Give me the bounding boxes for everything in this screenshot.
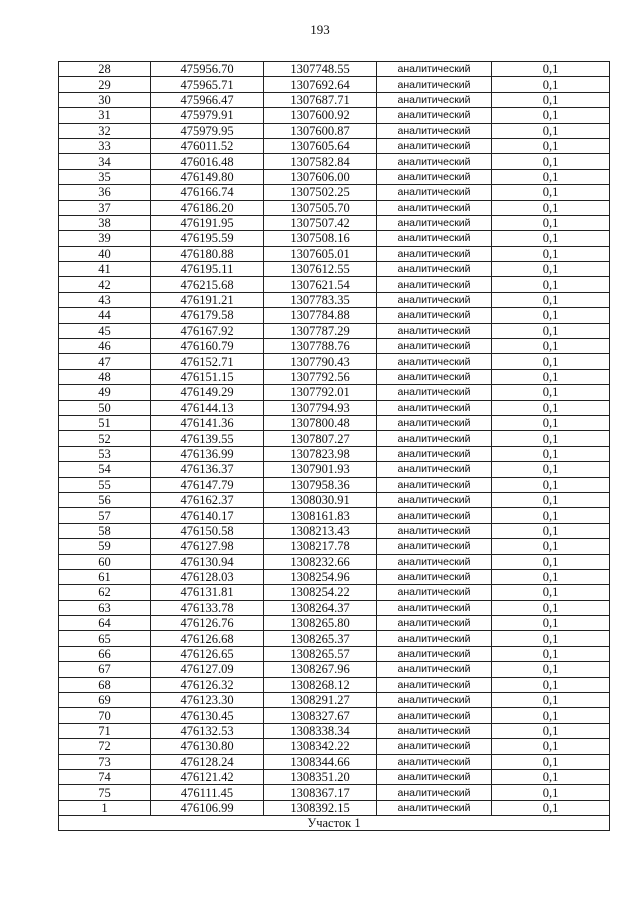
accuracy-cell: 0,1 bbox=[492, 138, 610, 153]
y-coordinate-cell: 1308161.83 bbox=[264, 508, 377, 523]
accuracy-cell: 0,1 bbox=[492, 754, 610, 769]
point-number-cell: 63 bbox=[59, 600, 151, 615]
y-coordinate-cell: 1308351.20 bbox=[264, 769, 377, 784]
point-number-cell: 70 bbox=[59, 708, 151, 723]
accuracy-cell: 0,1 bbox=[492, 539, 610, 554]
point-number-cell: 59 bbox=[59, 539, 151, 554]
x-coordinate-cell: 476139.55 bbox=[151, 431, 264, 446]
table-row bbox=[59, 693, 610, 708]
point-number-cell: 58 bbox=[59, 523, 151, 538]
table-row bbox=[59, 754, 610, 769]
x-coordinate-cell: 476150.58 bbox=[151, 523, 264, 538]
x-coordinate-cell: 476128.03 bbox=[151, 569, 264, 584]
accuracy-cell: 0,1 bbox=[492, 400, 610, 415]
table-row bbox=[59, 446, 610, 461]
accuracy-cell: 0,1 bbox=[492, 77, 610, 92]
accuracy-cell: 0,1 bbox=[492, 492, 610, 507]
y-coordinate-cell: 1307783.35 bbox=[264, 292, 377, 307]
table-row bbox=[59, 431, 610, 446]
y-coordinate-cell: 1307621.54 bbox=[264, 277, 377, 292]
table-row bbox=[59, 108, 610, 123]
method-cell: аналитический bbox=[377, 754, 492, 769]
method-cell: аналитический bbox=[377, 477, 492, 492]
table-row bbox=[59, 323, 610, 338]
point-number-cell: 54 bbox=[59, 462, 151, 477]
accuracy-cell: 0,1 bbox=[492, 200, 610, 215]
table-row bbox=[59, 246, 610, 261]
point-number-cell: 35 bbox=[59, 169, 151, 184]
method-cell: аналитический bbox=[377, 77, 492, 92]
method-cell: аналитический bbox=[377, 462, 492, 477]
accuracy-cell: 0,1 bbox=[492, 108, 610, 123]
point-number-cell: 73 bbox=[59, 754, 151, 769]
accuracy-cell: 0,1 bbox=[492, 169, 610, 184]
point-number-cell: 39 bbox=[59, 231, 151, 246]
method-cell: аналитический bbox=[377, 385, 492, 400]
x-coordinate-cell: 476132.53 bbox=[151, 723, 264, 738]
point-number-cell: 51 bbox=[59, 415, 151, 430]
point-number-cell: 61 bbox=[59, 569, 151, 584]
point-number-cell: 53 bbox=[59, 446, 151, 461]
y-coordinate-cell: 1307600.92 bbox=[264, 108, 377, 123]
y-coordinate-cell: 1307612.55 bbox=[264, 262, 377, 277]
point-number-cell: 31 bbox=[59, 108, 151, 123]
y-coordinate-cell: 1308291.27 bbox=[264, 693, 377, 708]
point-number-cell: 55 bbox=[59, 477, 151, 492]
method-cell: аналитический bbox=[377, 231, 492, 246]
point-number-cell: 29 bbox=[59, 77, 151, 92]
y-coordinate-cell: 1308030.91 bbox=[264, 492, 377, 507]
y-coordinate-cell: 1307692.64 bbox=[264, 77, 377, 92]
x-coordinate-cell: 476166.74 bbox=[151, 185, 264, 200]
table-row bbox=[59, 523, 610, 538]
table-row bbox=[59, 354, 610, 369]
accuracy-cell: 0,1 bbox=[492, 354, 610, 369]
x-coordinate-cell: 476140.17 bbox=[151, 508, 264, 523]
y-coordinate-cell: 1307788.76 bbox=[264, 339, 377, 354]
y-coordinate-cell: 1307502.25 bbox=[264, 185, 377, 200]
accuracy-cell: 0,1 bbox=[492, 62, 610, 77]
x-coordinate-cell: 476126.32 bbox=[151, 677, 264, 692]
table-row bbox=[59, 123, 610, 138]
x-coordinate-cell: 476011.52 bbox=[151, 138, 264, 153]
point-number-cell: 68 bbox=[59, 677, 151, 692]
method-cell: аналитический bbox=[377, 539, 492, 554]
accuracy-cell: 0,1 bbox=[492, 677, 610, 692]
method-cell: аналитический bbox=[377, 631, 492, 646]
method-cell: аналитический bbox=[377, 677, 492, 692]
method-cell: аналитический bbox=[377, 415, 492, 430]
point-number-cell: 40 bbox=[59, 246, 151, 261]
accuracy-cell: 0,1 bbox=[492, 292, 610, 307]
method-cell: аналитический bbox=[377, 569, 492, 584]
y-coordinate-cell: 1308392.15 bbox=[264, 800, 377, 815]
method-cell: аналитический bbox=[377, 723, 492, 738]
table-row bbox=[59, 308, 610, 323]
point-number-cell: 34 bbox=[59, 154, 151, 169]
y-coordinate-cell: 1308232.66 bbox=[264, 554, 377, 569]
accuracy-cell: 0,1 bbox=[492, 708, 610, 723]
method-cell: аналитический bbox=[377, 523, 492, 538]
y-coordinate-cell: 1307600.87 bbox=[264, 123, 377, 138]
x-coordinate-cell: 476130.94 bbox=[151, 554, 264, 569]
x-coordinate-cell: 476136.37 bbox=[151, 462, 264, 477]
x-coordinate-cell: 475979.95 bbox=[151, 123, 264, 138]
point-number-cell: 64 bbox=[59, 616, 151, 631]
y-coordinate-cell: 1308367.17 bbox=[264, 785, 377, 800]
table-row bbox=[59, 785, 610, 800]
x-coordinate-cell: 476191.95 bbox=[151, 215, 264, 230]
point-number-cell: 65 bbox=[59, 631, 151, 646]
table-row bbox=[59, 292, 610, 307]
method-cell: аналитический bbox=[377, 277, 492, 292]
point-number-cell: 57 bbox=[59, 508, 151, 523]
page-number: 193 bbox=[310, 22, 330, 37]
y-coordinate-cell: 1307823.98 bbox=[264, 446, 377, 461]
point-number-cell: 38 bbox=[59, 215, 151, 230]
table-row bbox=[59, 492, 610, 507]
y-coordinate-cell: 1307605.01 bbox=[264, 246, 377, 261]
accuracy-cell: 0,1 bbox=[492, 431, 610, 446]
accuracy-cell: 0,1 bbox=[492, 369, 610, 384]
point-number-cell: 32 bbox=[59, 123, 151, 138]
point-number-cell: 45 bbox=[59, 323, 151, 338]
point-number-cell: 62 bbox=[59, 585, 151, 600]
accuracy-cell: 0,1 bbox=[492, 785, 610, 800]
x-coordinate-cell: 476131.81 bbox=[151, 585, 264, 600]
table-row bbox=[59, 215, 610, 230]
y-coordinate-cell: 1307800.48 bbox=[264, 415, 377, 430]
point-number-cell: 42 bbox=[59, 277, 151, 292]
x-coordinate-cell: 476151.15 bbox=[151, 369, 264, 384]
x-coordinate-cell: 476149.29 bbox=[151, 385, 264, 400]
table-row bbox=[59, 262, 610, 277]
table-row bbox=[59, 277, 610, 292]
method-cell: аналитический bbox=[377, 708, 492, 723]
y-coordinate-cell: 1307507.42 bbox=[264, 215, 377, 230]
x-coordinate-cell: 476167.92 bbox=[151, 323, 264, 338]
x-coordinate-cell: 476130.45 bbox=[151, 708, 264, 723]
method-cell: аналитический bbox=[377, 616, 492, 631]
point-number-cell: 71 bbox=[59, 723, 151, 738]
point-number-cell: 46 bbox=[59, 339, 151, 354]
x-coordinate-cell: 476123.30 bbox=[151, 693, 264, 708]
accuracy-cell: 0,1 bbox=[492, 585, 610, 600]
accuracy-cell: 0,1 bbox=[492, 769, 610, 784]
table-row bbox=[59, 415, 610, 430]
y-coordinate-cell: 1307787.29 bbox=[264, 323, 377, 338]
method-cell: аналитический bbox=[377, 646, 492, 661]
y-coordinate-cell: 1307505.70 bbox=[264, 200, 377, 215]
table-row bbox=[59, 462, 610, 477]
method-cell: аналитический bbox=[377, 339, 492, 354]
y-coordinate-cell: 1308254.96 bbox=[264, 569, 377, 584]
y-coordinate-cell: 1307958.36 bbox=[264, 477, 377, 492]
method-cell: аналитический bbox=[377, 431, 492, 446]
accuracy-cell: 0,1 bbox=[492, 508, 610, 523]
table-row bbox=[59, 92, 610, 107]
table-row bbox=[59, 539, 610, 554]
table-row bbox=[59, 585, 610, 600]
x-coordinate-cell: 476179.58 bbox=[151, 308, 264, 323]
y-coordinate-cell: 1308342.22 bbox=[264, 739, 377, 754]
method-cell: аналитический bbox=[377, 62, 492, 77]
method-cell: аналитический bbox=[377, 600, 492, 615]
y-coordinate-cell: 1307807.27 bbox=[264, 431, 377, 446]
point-number-cell: 43 bbox=[59, 292, 151, 307]
table-row bbox=[59, 339, 610, 354]
x-coordinate-cell: 476191.21 bbox=[151, 292, 264, 307]
x-coordinate-cell: 476016.48 bbox=[151, 154, 264, 169]
point-number-cell: 72 bbox=[59, 739, 151, 754]
x-coordinate-cell: 476180.88 bbox=[151, 246, 264, 261]
y-coordinate-cell: 1307901.93 bbox=[264, 462, 377, 477]
y-coordinate-cell: 1308327.67 bbox=[264, 708, 377, 723]
table-row bbox=[59, 800, 610, 815]
x-coordinate-cell: 476121.42 bbox=[151, 769, 264, 784]
x-coordinate-cell: 476128.24 bbox=[151, 754, 264, 769]
y-coordinate-cell: 1307784.88 bbox=[264, 308, 377, 323]
y-coordinate-cell: 1307790.43 bbox=[264, 354, 377, 369]
y-coordinate-cell: 1307605.64 bbox=[264, 138, 377, 153]
x-coordinate-cell: 476162.37 bbox=[151, 492, 264, 507]
point-number-cell: 67 bbox=[59, 662, 151, 677]
accuracy-cell: 0,1 bbox=[492, 154, 610, 169]
accuracy-cell: 0,1 bbox=[492, 600, 610, 615]
table-row bbox=[59, 616, 610, 631]
point-number-cell: 33 bbox=[59, 138, 151, 153]
point-number-cell: 30 bbox=[59, 92, 151, 107]
method-cell: аналитический bbox=[377, 123, 492, 138]
x-coordinate-cell: 476126.68 bbox=[151, 631, 264, 646]
point-number-cell: 41 bbox=[59, 262, 151, 277]
method-cell: аналитический bbox=[377, 154, 492, 169]
y-coordinate-cell: 1308338.34 bbox=[264, 723, 377, 738]
accuracy-cell: 0,1 bbox=[492, 723, 610, 738]
y-coordinate-cell: 1308254.22 bbox=[264, 585, 377, 600]
method-cell: аналитический bbox=[377, 739, 492, 754]
method-cell: аналитический bbox=[377, 308, 492, 323]
table-row bbox=[59, 77, 610, 92]
table-row bbox=[59, 200, 610, 215]
x-coordinate-cell: 476147.79 bbox=[151, 477, 264, 492]
method-cell: аналитический bbox=[377, 800, 492, 815]
method-cell: аналитический bbox=[377, 369, 492, 384]
accuracy-cell: 0,1 bbox=[492, 277, 610, 292]
x-coordinate-cell: 475966.47 bbox=[151, 92, 264, 107]
accuracy-cell: 0,1 bbox=[492, 800, 610, 815]
table-row bbox=[59, 400, 610, 415]
point-number-cell: 36 bbox=[59, 185, 151, 200]
y-coordinate-cell: 1307794.93 bbox=[264, 400, 377, 415]
y-coordinate-cell: 1308213.43 bbox=[264, 523, 377, 538]
point-number-cell: 44 bbox=[59, 308, 151, 323]
method-cell: аналитический bbox=[377, 446, 492, 461]
accuracy-cell: 0,1 bbox=[492, 308, 610, 323]
method-cell: аналитический bbox=[377, 554, 492, 569]
method-cell: аналитический bbox=[377, 323, 492, 338]
coordinates-table bbox=[58, 61, 610, 831]
table-row bbox=[59, 138, 610, 153]
accuracy-cell: 0,1 bbox=[492, 631, 610, 646]
point-number-cell: 28 bbox=[59, 62, 151, 77]
table-body bbox=[59, 62, 610, 816]
x-coordinate-cell: 476111.45 bbox=[151, 785, 264, 800]
point-number-cell: 60 bbox=[59, 554, 151, 569]
x-coordinate-cell: 475965.71 bbox=[151, 77, 264, 92]
method-cell: аналитический bbox=[377, 262, 492, 277]
y-coordinate-cell: 1308265.80 bbox=[264, 616, 377, 631]
accuracy-cell: 0,1 bbox=[492, 662, 610, 677]
method-cell: аналитический bbox=[377, 354, 492, 369]
x-coordinate-cell: 476133.78 bbox=[151, 600, 264, 615]
y-coordinate-cell: 1307508.16 bbox=[264, 231, 377, 246]
y-coordinate-cell: 1308267.96 bbox=[264, 662, 377, 677]
point-number-cell: 74 bbox=[59, 769, 151, 784]
accuracy-cell: 0,1 bbox=[492, 385, 610, 400]
y-coordinate-cell: 1308217.78 bbox=[264, 539, 377, 554]
accuracy-cell: 0,1 bbox=[492, 92, 610, 107]
accuracy-cell: 0,1 bbox=[492, 323, 610, 338]
method-cell: аналитический bbox=[377, 292, 492, 307]
y-coordinate-cell: 1308265.57 bbox=[264, 646, 377, 661]
point-number-cell: 75 bbox=[59, 785, 151, 800]
table-row bbox=[59, 477, 610, 492]
accuracy-cell: 0,1 bbox=[492, 569, 610, 584]
method-cell: аналитический bbox=[377, 246, 492, 261]
method-cell: аналитический bbox=[377, 185, 492, 200]
table-row bbox=[59, 723, 610, 738]
method-cell: аналитический bbox=[377, 785, 492, 800]
accuracy-cell: 0,1 bbox=[492, 231, 610, 246]
point-number-cell: 69 bbox=[59, 693, 151, 708]
method-cell: аналитический bbox=[377, 769, 492, 784]
table-row bbox=[59, 369, 610, 384]
y-coordinate-cell: 1308264.37 bbox=[264, 600, 377, 615]
x-coordinate-cell: 476160.79 bbox=[151, 339, 264, 354]
table-row bbox=[59, 739, 610, 754]
accuracy-cell: 0,1 bbox=[492, 246, 610, 261]
table-row bbox=[59, 231, 610, 246]
table-row bbox=[59, 62, 610, 77]
x-coordinate-cell: 476126.76 bbox=[151, 616, 264, 631]
accuracy-cell: 0,1 bbox=[492, 616, 610, 631]
table-row bbox=[59, 154, 610, 169]
method-cell: аналитический bbox=[377, 508, 492, 523]
table-row bbox=[59, 385, 610, 400]
y-coordinate-cell: 1308265.37 bbox=[264, 631, 377, 646]
method-cell: аналитический bbox=[377, 400, 492, 415]
point-number-cell: 37 bbox=[59, 200, 151, 215]
x-coordinate-cell: 476141.36 bbox=[151, 415, 264, 430]
table-row bbox=[59, 569, 610, 584]
method-cell: аналитический bbox=[377, 492, 492, 507]
point-number-cell: 48 bbox=[59, 369, 151, 384]
accuracy-cell: 0,1 bbox=[492, 215, 610, 230]
y-coordinate-cell: 1308344.66 bbox=[264, 754, 377, 769]
accuracy-cell: 0,1 bbox=[492, 339, 610, 354]
x-coordinate-cell: 476127.98 bbox=[151, 539, 264, 554]
x-coordinate-cell: 476215.68 bbox=[151, 277, 264, 292]
accuracy-cell: 0,1 bbox=[492, 523, 610, 538]
x-coordinate-cell: 476136.99 bbox=[151, 446, 264, 461]
x-coordinate-cell: 476106.99 bbox=[151, 800, 264, 815]
table-row bbox=[59, 169, 610, 184]
y-coordinate-cell: 1307606.00 bbox=[264, 169, 377, 184]
point-number-cell: 49 bbox=[59, 385, 151, 400]
x-coordinate-cell: 475956.70 bbox=[151, 62, 264, 77]
point-number-cell: 66 bbox=[59, 646, 151, 661]
point-number-cell: 47 bbox=[59, 354, 151, 369]
accuracy-cell: 0,1 bbox=[492, 646, 610, 661]
y-coordinate-cell: 1307792.01 bbox=[264, 385, 377, 400]
table-row bbox=[59, 677, 610, 692]
table-row bbox=[59, 631, 610, 646]
x-coordinate-cell: 476195.11 bbox=[151, 262, 264, 277]
x-coordinate-cell: 476144.13 bbox=[151, 400, 264, 415]
x-coordinate-cell: 476186.20 bbox=[151, 200, 264, 215]
method-cell: аналитический bbox=[377, 215, 492, 230]
x-coordinate-cell: 476149.80 bbox=[151, 169, 264, 184]
y-coordinate-cell: 1308268.12 bbox=[264, 677, 377, 692]
method-cell: аналитический bbox=[377, 138, 492, 153]
accuracy-cell: 0,1 bbox=[492, 123, 610, 138]
point-number-cell: 1 bbox=[59, 800, 151, 815]
table-row bbox=[59, 662, 610, 677]
method-cell: аналитический bbox=[377, 662, 492, 677]
method-cell: аналитический bbox=[377, 693, 492, 708]
table-row bbox=[59, 708, 610, 723]
accuracy-cell: 0,1 bbox=[492, 477, 610, 492]
y-coordinate-cell: 1307687.71 bbox=[264, 92, 377, 107]
accuracy-cell: 0,1 bbox=[492, 554, 610, 569]
table-row bbox=[59, 600, 610, 615]
x-coordinate-cell: 476130.80 bbox=[151, 739, 264, 754]
table-row bbox=[59, 769, 610, 784]
x-coordinate-cell: 475979.91 bbox=[151, 108, 264, 123]
section-row bbox=[59, 816, 610, 831]
accuracy-cell: 0,1 bbox=[492, 693, 610, 708]
method-cell: аналитический bbox=[377, 92, 492, 107]
method-cell: аналитический bbox=[377, 108, 492, 123]
x-coordinate-cell: 476152.71 bbox=[151, 354, 264, 369]
accuracy-cell: 0,1 bbox=[492, 739, 610, 754]
accuracy-cell: 0,1 bbox=[492, 262, 610, 277]
x-coordinate-cell: 476126.65 bbox=[151, 646, 264, 661]
method-cell: аналитический bbox=[377, 585, 492, 600]
y-coordinate-cell: 1307792.56 bbox=[264, 369, 377, 384]
y-coordinate-cell: 1307582.84 bbox=[264, 154, 377, 169]
point-number-cell: 52 bbox=[59, 431, 151, 446]
x-coordinate-cell: 476127.09 bbox=[151, 662, 264, 677]
table-row bbox=[59, 554, 610, 569]
table-row bbox=[59, 508, 610, 523]
accuracy-cell: 0,1 bbox=[492, 446, 610, 461]
x-coordinate-cell: 476195.59 bbox=[151, 231, 264, 246]
method-cell: аналитический bbox=[377, 169, 492, 184]
method-cell: аналитический bbox=[377, 200, 492, 215]
table-row bbox=[59, 646, 610, 661]
section-label: Участок 1 bbox=[59, 816, 610, 831]
point-number-cell: 50 bbox=[59, 400, 151, 415]
accuracy-cell: 0,1 bbox=[492, 415, 610, 430]
y-coordinate-cell: 1307748.55 bbox=[264, 62, 377, 77]
accuracy-cell: 0,1 bbox=[492, 462, 610, 477]
point-number-cell: 56 bbox=[59, 492, 151, 507]
accuracy-cell: 0,1 bbox=[492, 185, 610, 200]
table-row bbox=[59, 185, 610, 200]
